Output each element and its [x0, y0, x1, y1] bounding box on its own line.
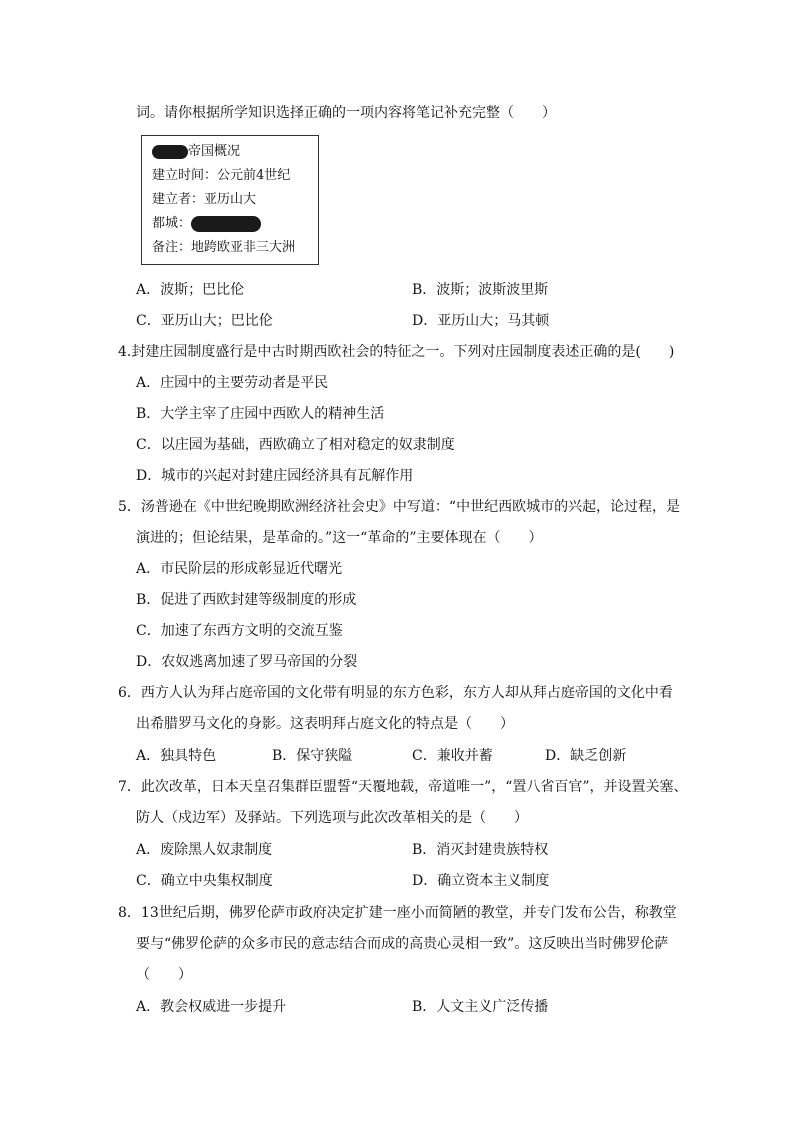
q7-stem-line1: 7．此次改革，日本天皇召集群臣盟誓“天覆地载，帝道唯一”，“置八省百官”，并设置关塞、 — [118, 779, 688, 795]
q4-option-a[interactable]: A．庄园中的主要劳动者是平民 — [136, 375, 329, 391]
q3-option-a[interactable]: A．波斯；巴比伦 — [136, 282, 245, 298]
q6-option-a[interactable]: A．独具特色 — [136, 748, 217, 764]
note-capital-line — [152, 215, 261, 233]
q5-option-d[interactable]: D．农奴逃离加速了罗马帝国的分裂 — [136, 654, 358, 670]
q3-option-c[interactable]: C．亚历山大；巴比伦 — [136, 313, 273, 329]
q8-option-b[interactable]: B．人文主义广泛传播 — [412, 999, 549, 1015]
q7-option-d[interactable]: D．确立资本主义制度 — [412, 873, 550, 889]
note-title: 帝国概况 — [188, 144, 241, 159]
q6-stem-line2: 出希腊罗马文化的身影。这表明拜占庭文化的特点是（ ） — [136, 716, 514, 732]
q4-option-c[interactable]: C．以庄园为基础，西欧确立了相对稳定的奴隶制度 — [136, 437, 455, 453]
note-time: 建立时间：公元前4世纪 — [152, 168, 291, 183]
q3-note-box — [141, 135, 319, 265]
q3-option-d[interactable]: D．亚历山大；马其顿 — [412, 313, 550, 329]
note-capital: 都城： — [152, 216, 192, 231]
note-remark: 备注：地跨欧亚非三大洲 — [152, 240, 296, 255]
q4-option-d[interactable]: D．城市的兴起对封建庄园经济具有瓦解作用 — [136, 468, 414, 484]
q6-option-c[interactable]: C．兼收并蓄 — [412, 748, 493, 764]
q7-stem-line2: 防人（戍边军）及驿站。下列选项与此次改革相关的是（ ） — [136, 810, 528, 826]
note-founder: 建立者：亚历山大 — [152, 192, 257, 207]
q8-option-a[interactable]: A．教会权威进一步提升 — [136, 999, 287, 1015]
q6-stem-line1: 6．西方人认为拜占庭帝国的文化带有明显的东方色彩，东方人却从拜占庭帝国的文化中看 — [118, 685, 673, 701]
q7-option-c[interactable]: C．确立中央集权制度 — [136, 873, 273, 889]
redacted-capital — [191, 216, 261, 232]
q5-option-b[interactable]: B．促进了西欧封建等级制度的形成 — [136, 592, 357, 608]
q5-option-a[interactable]: A．市民阶层的形成彰显近代曙光 — [136, 561, 343, 577]
q5-stem-line1: 5．汤普逊在《中世纪晚期欧洲经济社会史》中写道：“中世纪西欧城市的兴起，论过程，是 — [118, 499, 681, 515]
redacted-empire-name — [152, 145, 188, 159]
q5-option-c[interactable]: C．加速了东西方文明的交流互鉴 — [136, 623, 343, 639]
note-title-line — [152, 143, 240, 161]
q8-stem-line1: 8．13世纪后期，佛罗伦萨市政府决定扩建一座小而简陋的教堂，并专门发布公告，称教堂 — [118, 905, 677, 921]
q8-stem-line2: 要与“佛罗伦萨的众多市民的意志结合而成的高贵心灵相一致”。这反映出当时佛罗伦萨 — [136, 936, 669, 952]
q7-option-b[interactable]: B．消灭封建贵族特权 — [412, 842, 549, 858]
q3-stem-continuation: 词。请你根据所学知识选择正确的一项内容将笔记补充完整（ ） — [136, 105, 556, 121]
q4-option-b[interactable]: B．大学主宰了庄园中西欧人的精神生活 — [136, 406, 385, 422]
q4-stem: 4.封建庄园制度盛行是中古时期西欧社会的特征之一。下列对庄园制度表述正确的是( ) — [118, 344, 675, 360]
q5-stem-line2: 演进的；但论结果，是革命的。”这一“革命的”主要体现在（ ） — [136, 530, 543, 546]
q8-stem-line3: （ ） — [136, 967, 192, 983]
q6-option-d[interactable]: D．缺乏创新 — [545, 748, 627, 764]
q6-option-b[interactable]: B．保守狭隘 — [272, 748, 353, 764]
q3-option-b[interactable]: B．波斯；波斯波里斯 — [412, 282, 549, 298]
q7-option-a[interactable]: A．废除黑人奴隶制度 — [136, 842, 273, 858]
